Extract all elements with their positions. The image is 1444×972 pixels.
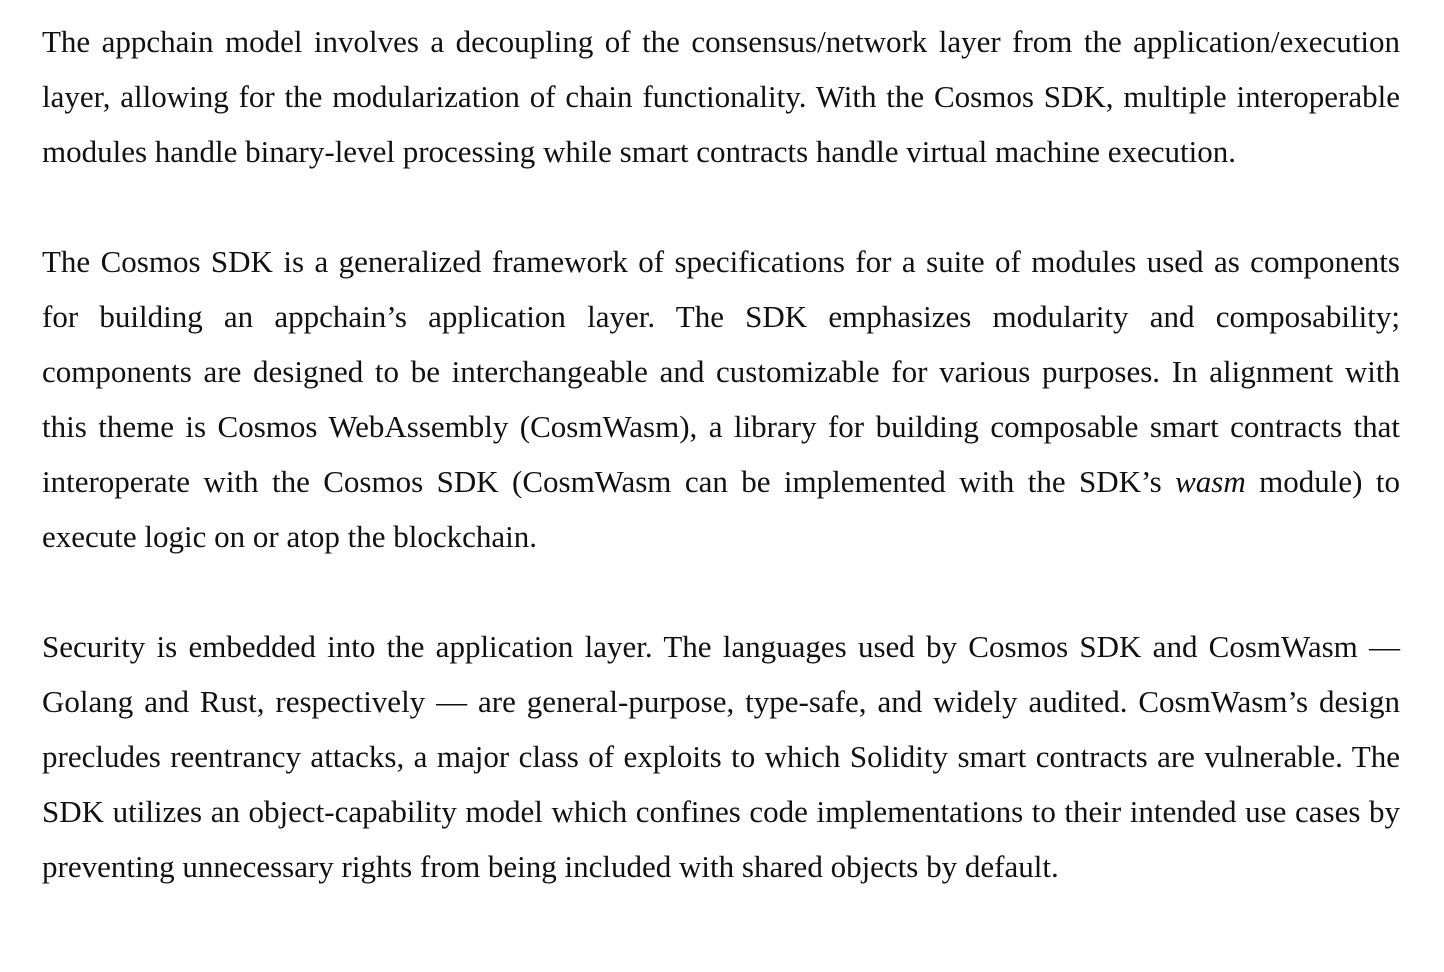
- document-body: [42, 14, 1400, 894]
- wasm-module-term: wasm: [1175, 464, 1246, 499]
- paragraph-cosmos-sdk-text-end: module) to execute logic on or atop the blockchain.: [42, 464, 1400, 554]
- paragraph-appchain-model: The appchain model involves a decoupling of the consensus/network layer from the application/execution layer, allowing for the modularization of chain functionality. With the Cosmos SDK, multiple interoperable modules handle binary-level processing while smart contracts handle virtual machine execution.: [42, 24, 1400, 169]
- paragraph-cosmos-sdk-text-start: The Cosmos SDK is a generalized framework of specifications for a suite of modules used as components for building an appchain’s application layer. The SDK emphasizes modularity and composability; components are designed to be interchangeable and customizable for various purposes. In alignment with this theme is Cosmos WebAssembly (CosmWasm), a library for building composable smart contracts that interoperate with the Cosmos SDK (CosmWasm can be implemented with the SDK’s: [42, 244, 1400, 499]
- paragraph-security: Security is embedded into the application layer. The languages used by Cosmos SDK and CosmWasm — Golang and Rust, respectively — are general-purpose, type-safe, and widely audited. CosmWasm’s design precludes reentrancy attacks, a major class of exploits to which Solidity smart contracts are vulnerable. The SDK utilizes an object-capability model which confines code implementations to their intended use cases by preventing unnecessary rights from being included with shared objects by default.: [42, 629, 1400, 884]
- paragraph-cosmos-sdk: [42, 234, 1400, 564]
